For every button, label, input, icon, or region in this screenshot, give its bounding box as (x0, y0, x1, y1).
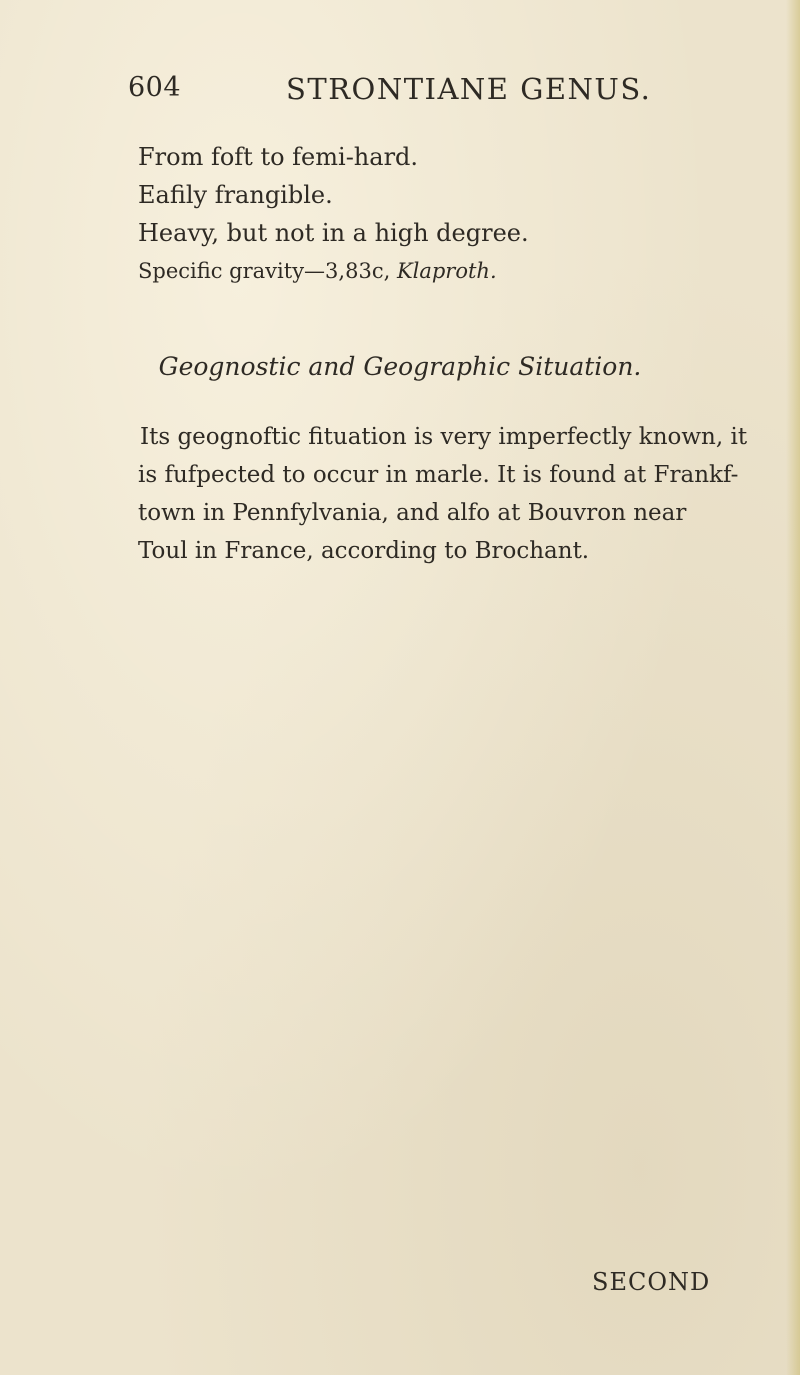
running-head (128, 72, 728, 112)
section-heading: Geognostic and Geographic Situation. (158, 352, 642, 381)
catchword: SECOND (592, 1268, 711, 1296)
running-title: STRONTIANE GENUS. (286, 72, 652, 106)
paragraph-line: town in Pennfylvania, and alfo at Bouvron near (138, 500, 687, 526)
body-paragraph (138, 418, 758, 570)
paragraph-line: Its geognoftic fituation is very imperfectly known, it (140, 424, 748, 450)
property-specific-gravity (138, 252, 698, 290)
property-consistency: From foft to femi-hard. (138, 143, 419, 171)
page-edge-shadow (786, 0, 800, 1375)
paragraph-line: Toul in France, according to Brochant. (138, 538, 590, 564)
property-weight: Heavy, but not in a high degree. (138, 219, 529, 247)
specific-gravity-text: Specific gravity—3,83c, (138, 259, 397, 283)
page-number: 604 (128, 72, 182, 103)
paragraph-line: is fufpected to occur in marle. It is found at Frankf- (138, 462, 739, 488)
mineral-properties (138, 138, 698, 290)
property-frangibility: Eafily frangible. (138, 181, 333, 209)
specific-gravity-authority: Klaproth. (396, 259, 497, 283)
